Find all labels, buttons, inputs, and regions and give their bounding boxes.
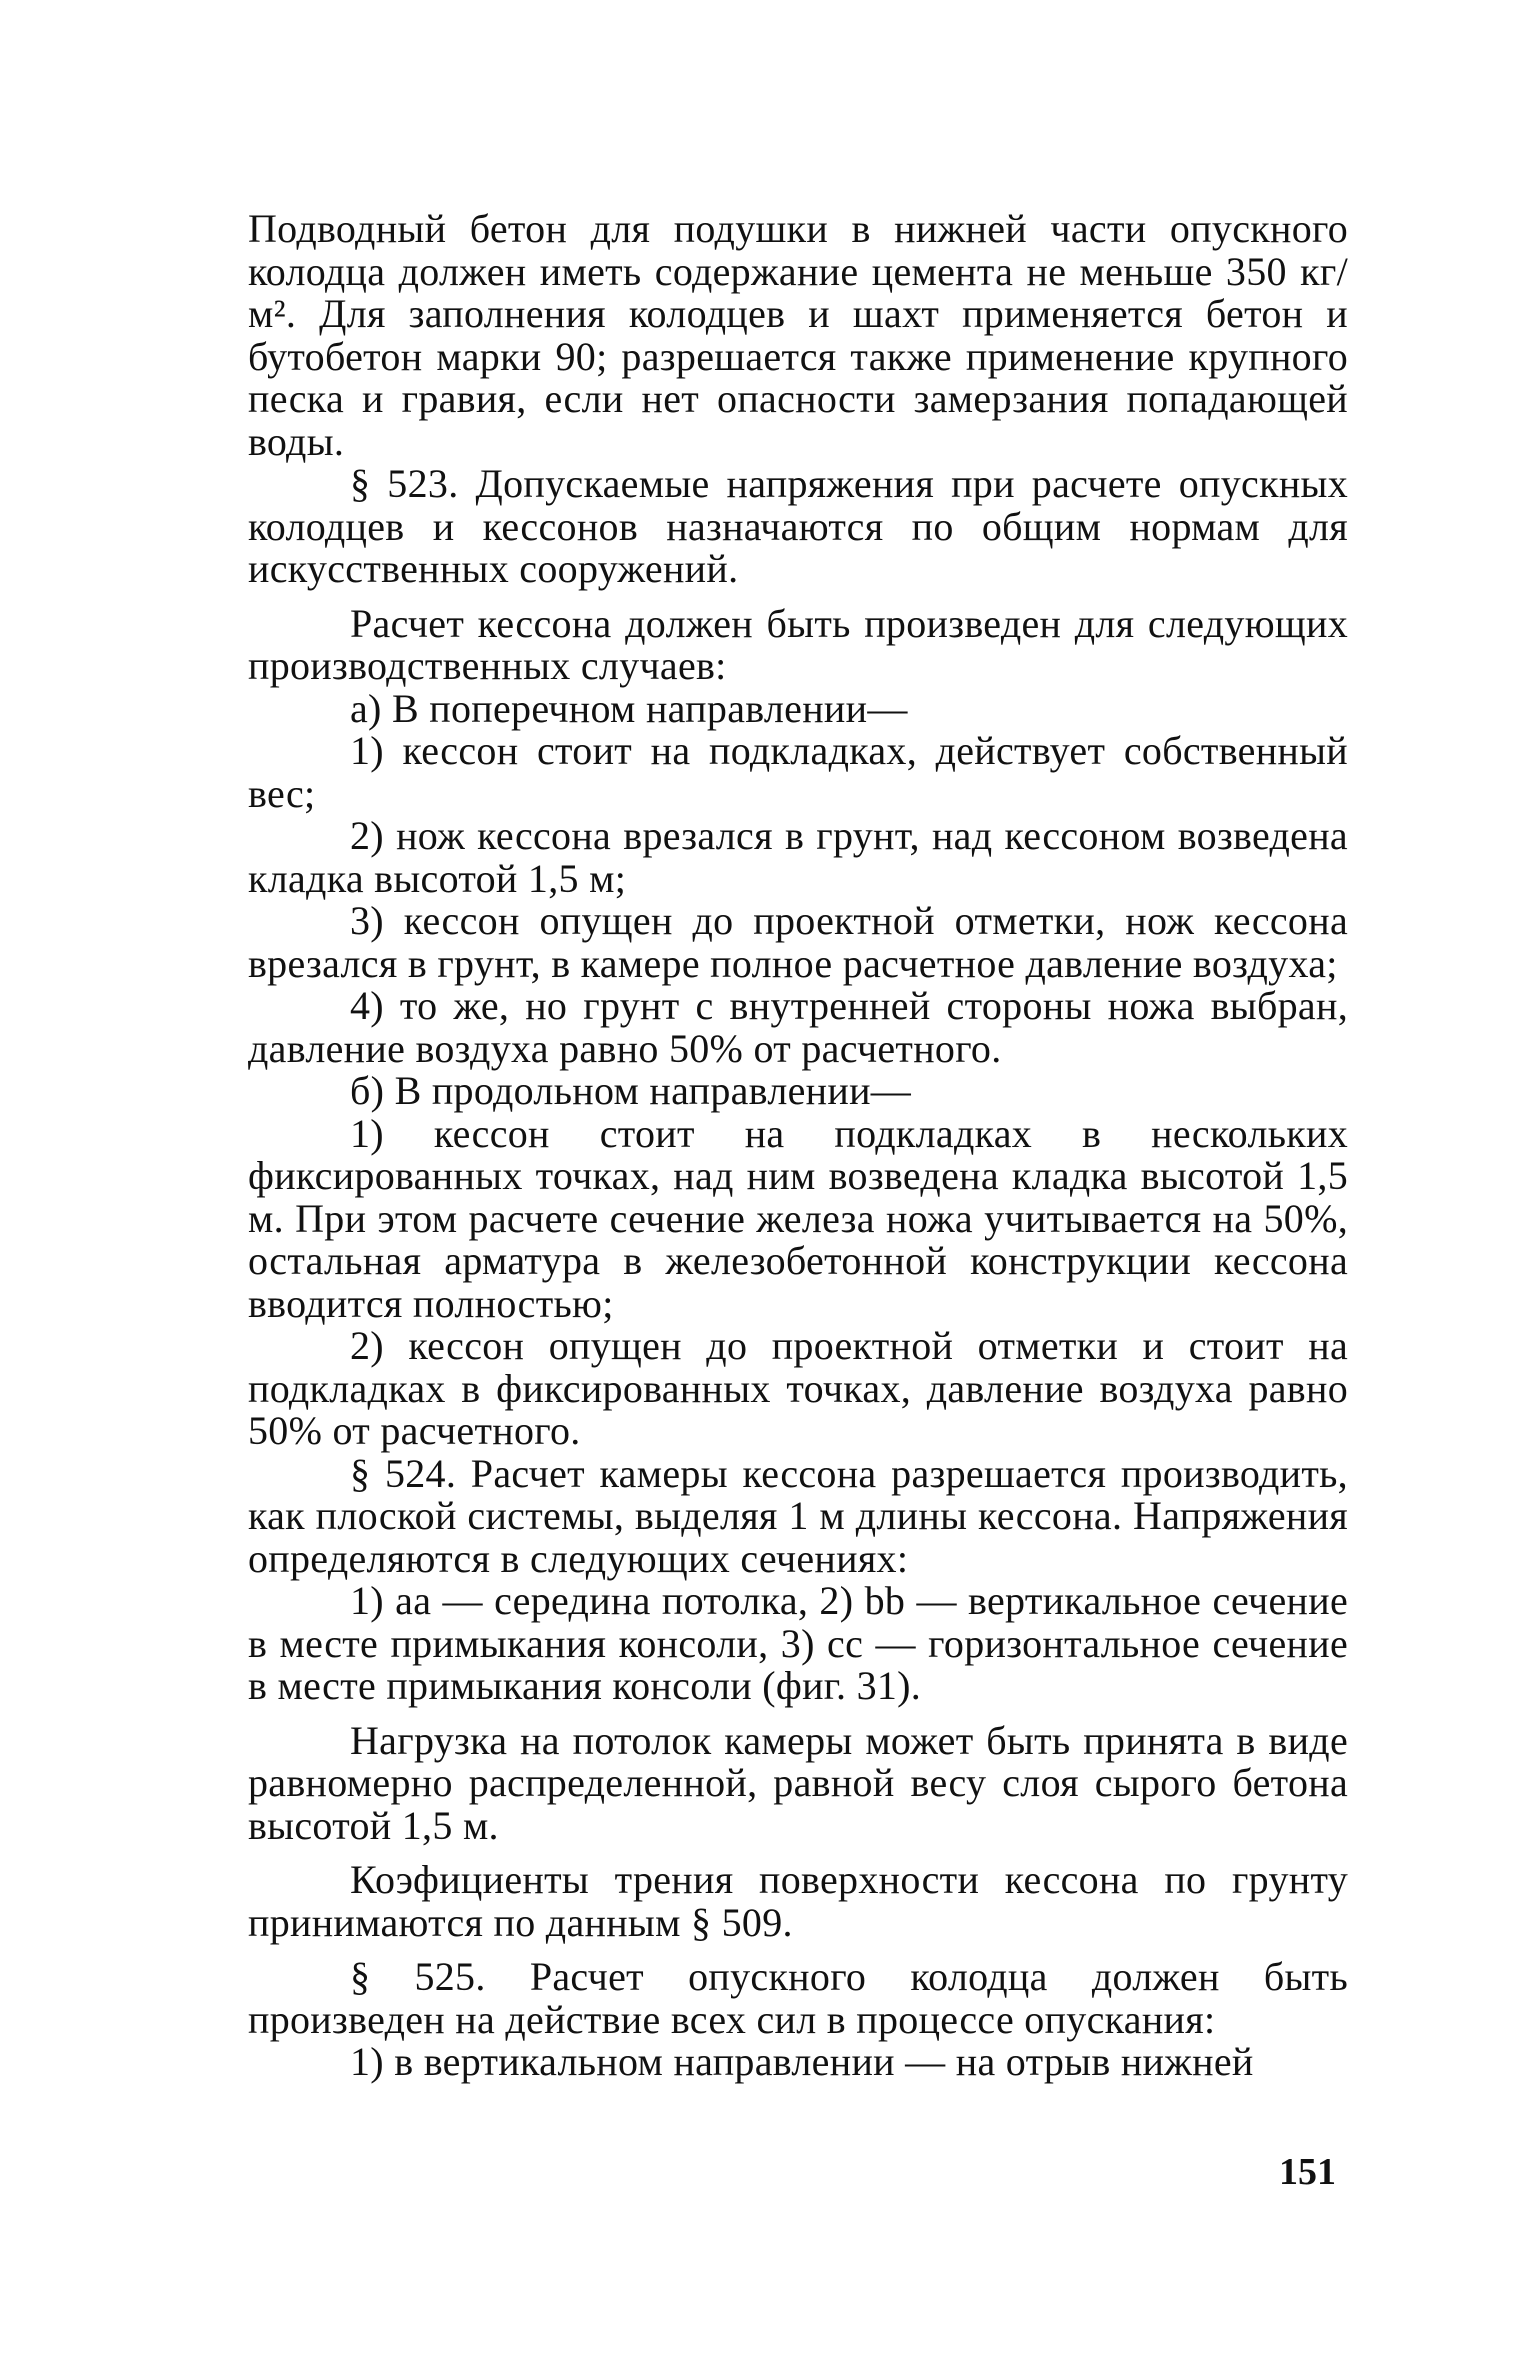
list-item-longitudinal-1: 1) кессон стоит на подкладках в нескольких фиксированных точках, над ним возведена кладка высотой 1,5 м. При этом расчете сечение железа ножа учитывается на 50%, остальная арматура в железобетонной конструкции кессона вводится полностью; xyxy=(248,1110,1348,1326)
paragraph-friction: Коэфициенты трения поверхности кессона по грунту принимаются по данным § 509. xyxy=(248,1857,1348,1945)
paragraph-sections: 1) аа — середина потолка, 2) bb — вертикальное сечение в месте примыкания консоли, 3) сс — горизонтальное сечение в месте примыкания консоли (фиг. 31). xyxy=(248,1578,1348,1708)
list-item-longitudinal-2: 2) кессон опущен до проектной отметки и стоит на подкладках в фиксированных точках, давление воздуха равно 50% от расчетного. xyxy=(248,1323,1348,1453)
paragraph-transverse-heading: а) В поперечном направлении— xyxy=(350,685,908,731)
paragraph-ceiling-load: Нагрузка на потолок камеры может быть принята в виде равномерно распределенной, равной весу слоя сырого бетона высотой 1,5 м. xyxy=(248,1717,1348,1848)
list-item-transverse-1: 1) кессон стоит на подкладках, действует собственный вес; xyxy=(248,728,1348,816)
paragraph-design-cases: Расчет кессона должен быть произведен для следующих производственных случаев: xyxy=(248,600,1348,688)
paragraph-longitudinal-heading: б) В продольном направлении— xyxy=(350,1068,912,1113)
list-item-transverse-3: 3) кессон опущен до проектной отметки, нож кессона врезался в грунт, в камере полное расчетное давление воздуха; xyxy=(248,898,1348,986)
list-item-transverse-4: 4) то же, но грунт с внутренней стороны ножа выбран, давление воздуха равно 50% от расчетного. xyxy=(248,983,1348,1071)
paragraph-523: § 523. Допускаемые напряжения при расчете опускных колодцев и кессонов назначаются по общим нормам для искусственных сооружений. xyxy=(248,461,1348,591)
body-text xyxy=(248,208,1348,2084)
list-item-transverse-2: 2) нож кессона врезался в грунт, над кессоном возведена кладка высотой 1,5 м; xyxy=(248,813,1348,901)
book-page xyxy=(248,208,1348,2248)
page-number: 151 xyxy=(1279,2151,1336,2193)
paragraph-cement-requirement: Подводный бетон для подушки в нижней части опускного колодца должен иметь содержание цемента не меньше 350 кг/м². Для заполнения колодцев и шахт применяется бетон и бутобетон марки 90; разрешается также применение крупного песка и гравия, если нет опасности замерзания попадающей воды. xyxy=(248,206,1348,464)
paragraph-525: § 525. Расчет опускного колодца должен быть произведен на действие всех сил в процессе опускания: xyxy=(248,1954,1348,2042)
list-item-vertical: 1) в вертикальном направлении — на отрыв нижней xyxy=(350,2039,1254,2084)
paragraph-524: § 524. Расчет камеры кессона разрешается производить, как плоской системы, выделяя 1 м длины кессона. Напряжения определяются в следующих сечениях: xyxy=(248,1450,1348,1581)
